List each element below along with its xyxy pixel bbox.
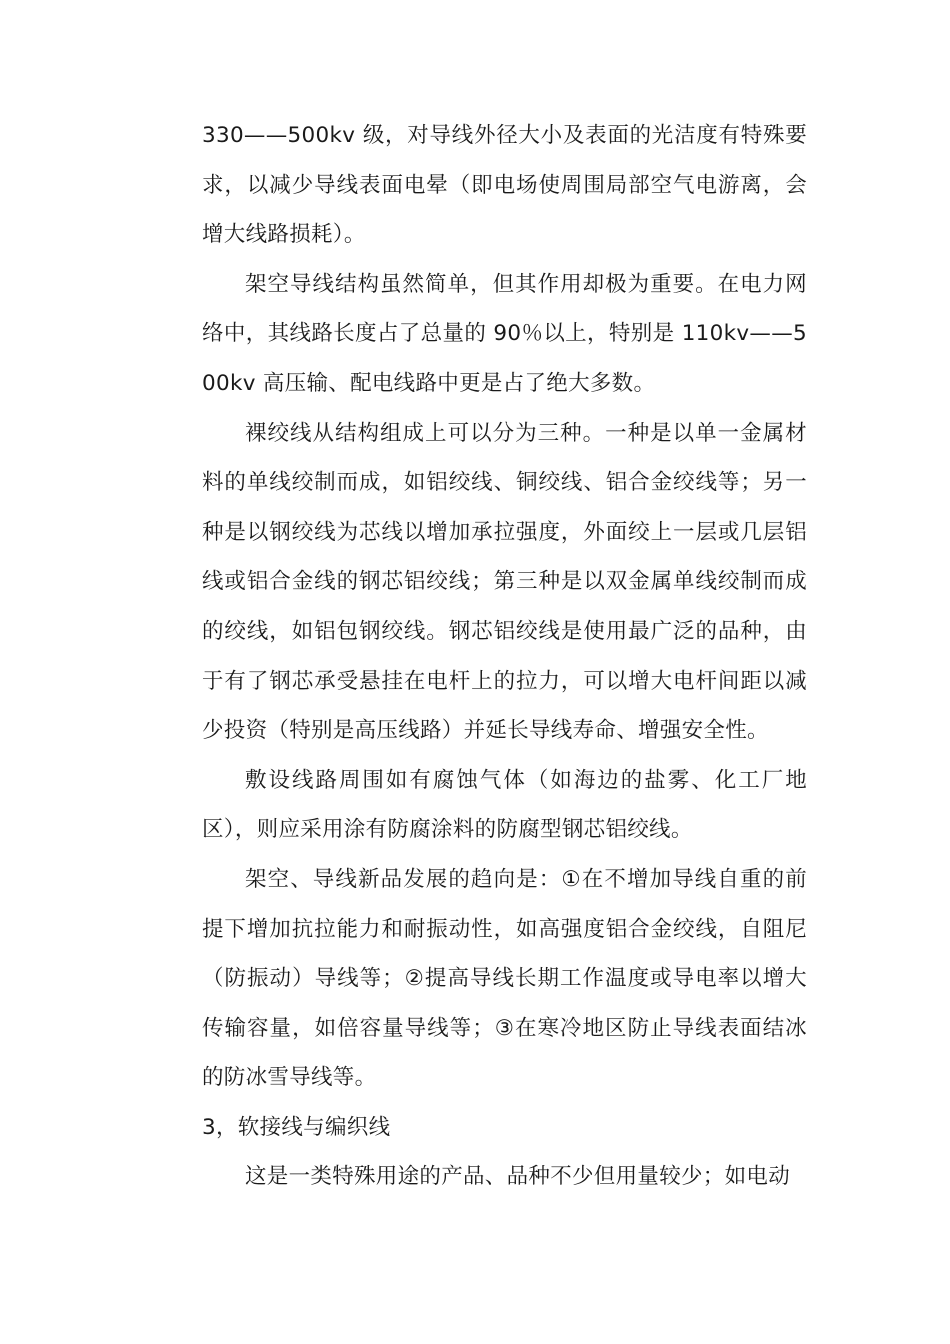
paragraph-bare-stranded-types: 裸绞线从结构组成上可以分为三种。一种是以单一金属材料的单线绞制而成，如铝绞线、铜绞线、铝合金绞线等；另一种是以钢绞线为芯线以增加承拉强度，外面绞上一层或几层铝线或铝合金线的钢芯铝绞线；第三种是以双金属单线绞制而成的绞线，如铝包钢绞线。钢芯铝绞线是使用最广泛的品种，由于有了钢芯承受悬挂在电杆上的拉力，可以增大电杆间距以减少投资（特别是高压线路）并延长导线寿命、增强安全性。 bbox=[202, 420, 807, 744]
paragraph-new-product-trends: 架空、导线新品发展的趋向是：①在不增加导线自重的前提下增加抗拉能力和耐振动性，如高强度铝合金绞线，自阻尼（防振动）导线等；②提高导线长期工作温度或导电率以增大传输容量，如倍容量导线等；③在寒冷地区防止导线表面结冰的防冰雪导线等。 bbox=[202, 866, 807, 1091]
paragraph-overhead-importance: 架空导线结构虽然简单，但其作用却极为重要。在电力网络中，其线路长度占了总量的 90％以上，特别是 110kv——500kv 高压输、配电线路中更是占了绝大多数。 bbox=[202, 271, 807, 396]
paragraph-anticorrosion: 敷设线路周围如有腐蚀气体（如海边的盐雾、化工厂地区），则应采用涂有防腐涂料的防腐型钢芯铝绞线。 bbox=[202, 767, 807, 843]
paragraph-flexible-wires-intro: 这是一类特殊用途的产品、品种不少但用量较少；如电动 bbox=[245, 1164, 791, 1190]
section-heading-flexible-wires: 3，软接线与编织线 bbox=[202, 1114, 391, 1140]
document-body bbox=[202, 111, 807, 1202]
paragraph-conductor-requirements: 330——500kv 级，对导线外径大小及表面的光洁度有特殊要求，以减少导线表面电晕（即电场使周围局部空气电游离，会增大线路损耗）。 bbox=[202, 123, 807, 248]
